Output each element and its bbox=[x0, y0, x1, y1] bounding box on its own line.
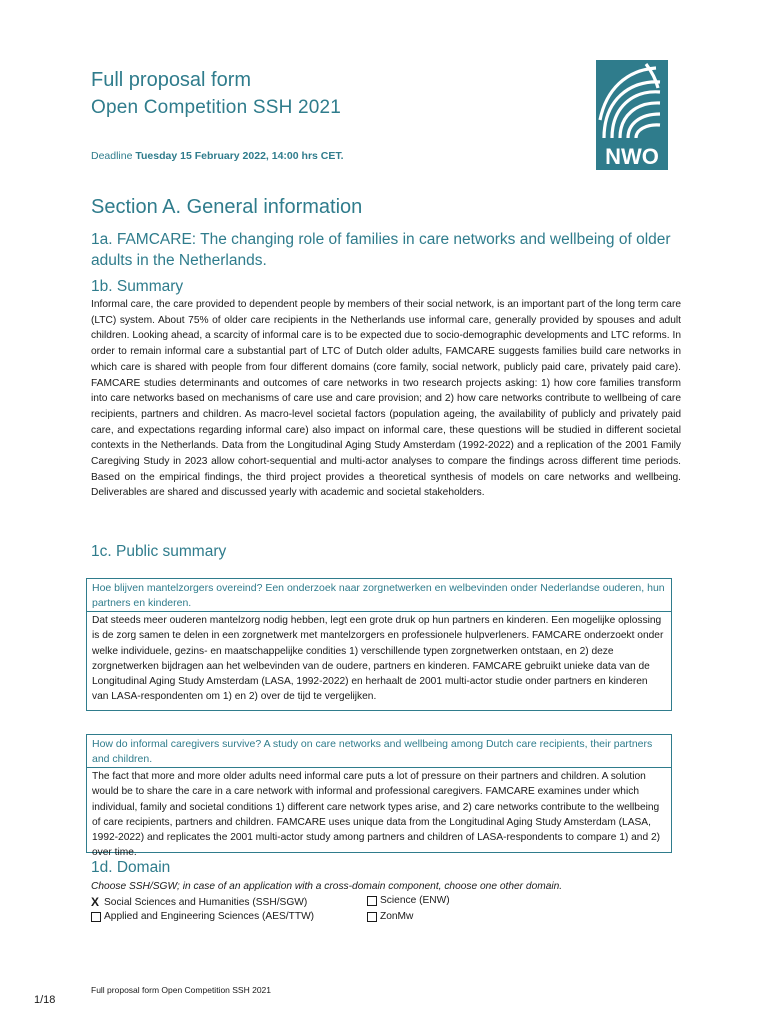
summary-text: Informal care, the care provided to dependent people by members of their social network, is an important part of the long term care (LTC) system. About 75% of older care recipients in the Netherlands use informal care, generally provided by spouses and adult children. Looking ahead, a scarcity of informal care is to be expected due to socio-demographic developments and LTC reforms. In order to remain informal care a substantial part of LTC of Dutch older adults, FAMCARE suggests families build care networks in which care is shared with people from four different domains (core family, social network, publicly paid care, privately paid care). FAMCARE studies determinants and outcomes of care networks in two research projects asking: 1) how core families transform into care networks based on mechanisms of care use and care provision; and 2) how care networks contribute to wellbeing of care recipients, partners and children. As macro-level societal factors (population ageing, the availability of publicly and privately paid care, and expectations regarding informal care) also impact on informal care, these questions will be studied in different societal contexts in the Netherlands. Data from the Longitudinal Aging Study Amsterdam (1992-2022) and a replication of the 2001 Family Caregiving Study in 2023 allow cohort-sequential and multi-actor analyses to compare the findings across different time periods. Based on the empirical findings, the third project provides a theoretical synthesis of models on care networks and wellbeing. Deliverables are shared and discussed yearly with academic and societal stakeholders. bbox=[91, 299, 681, 499]
public-summary-english-heading: How do informal caregivers survive? A study on care networks and wellbeing among Dutch care recipients, their partners and children. bbox=[87, 735, 671, 768]
domain-option-zonmw[interactable] bbox=[367, 911, 413, 922]
domain-option-ssh[interactable] bbox=[91, 895, 307, 909]
heading-1c: 1c. Public summary bbox=[91, 543, 227, 560]
domain-option-science[interactable] bbox=[367, 895, 450, 906]
deadline-date: Tuesday 15 February 2022, 14:00 hrs CET. bbox=[135, 150, 344, 162]
public-summary-english bbox=[86, 734, 672, 859]
checked-mark: X bbox=[91, 895, 100, 909]
competition-title: Open Competition SSH 2021 bbox=[91, 97, 342, 118]
nwo-logo bbox=[596, 60, 668, 170]
public-summary-english-body: The fact that more and more older adults need informal care puts a lot of pressure on their partners and children. A solution would be to share the care in a care network with informal and professional caregivers. FAMCARE examines under which individual, family and societal conditions 1) different care network types arise, and 2) care networks contribute to the wellbeing of care recipients, partners and children. FAMCARE uses unique data from the Longitudinal Aging Study Amsterdam (LASA, 1992-2022) and replicates the 2001 multi-actor study among partners and children of LASA-respondents to compare 1) and 2) over time. bbox=[92, 771, 661, 859]
page-footer: Full proposal form Open Competition SSH 2021 bbox=[91, 985, 272, 995]
heading-1d: 1d. Domain bbox=[91, 859, 171, 876]
nwo-logo-text: NWO bbox=[605, 144, 659, 169]
domain-option-label: ZonMw bbox=[380, 911, 414, 922]
heading-1b: 1b. Summary bbox=[91, 278, 184, 295]
domain-option-label: Science (ENW) bbox=[380, 895, 450, 906]
checkbox-icon bbox=[91, 912, 101, 922]
deadline-line bbox=[91, 150, 344, 162]
checkbox-icon bbox=[367, 896, 377, 906]
domain-option-aes[interactable] bbox=[91, 911, 314, 922]
public-summary-dutch bbox=[86, 578, 672, 711]
form-title: Full proposal form bbox=[91, 69, 252, 91]
deadline-prefix: Deadline bbox=[91, 150, 136, 162]
domain-option-label: Applied and Engineering Sciences (AES/TTW) bbox=[104, 911, 315, 922]
public-summary-dutch-body: Dat steeds meer ouderen mantelzorg nodig hebben, legt een grote druk op hun partners en kinderen. Een mogelijke oplossing is de zorg samen te delen in een zorgnetwerk met mantelzorgers en professionele hulpverleners. FAMCARE onderzoekt onder welke individuele, gezins- en maatschappelijke condities 1) verschillende typen zorgnetwerken ontstaan, en 2) deze zorgnetwerken bijdragen aan het welbevinden van de oudere, partners en kinderen. FAMCARE gebruikt unieke data van de Longitudinal Aging Study Amsterdam (LASA, 1992-2022) en herhaalt de 2001 multi-actor studie onder partners en kinderen van LASA-respondenten om 1) en 2) over de tijd te vergelijken. bbox=[92, 615, 664, 703]
page-number: 1/18 bbox=[34, 994, 56, 1006]
checkbox-icon bbox=[367, 912, 377, 922]
domain-instruction: Choose SSH/SGW; in case of an application with a cross-domain component, choose one other domain. bbox=[91, 881, 563, 892]
heading-1a: 1a. FAMCARE: The changing role of families in care networks and wellbeing of older adults in the Netherlands. bbox=[91, 231, 671, 269]
domain-option-label: Social Sciences and Humanities (SSH/SGW) bbox=[104, 896, 308, 908]
public-summary-dutch-heading: Hoe blijven mantelzorgers overeind? Een onderzoek naar zorgnetwerken en welbevinden onder Nederlandse ouderen, hun partners en kinderen. bbox=[87, 579, 671, 612]
section-a-title: Section A. General information bbox=[91, 196, 363, 218]
